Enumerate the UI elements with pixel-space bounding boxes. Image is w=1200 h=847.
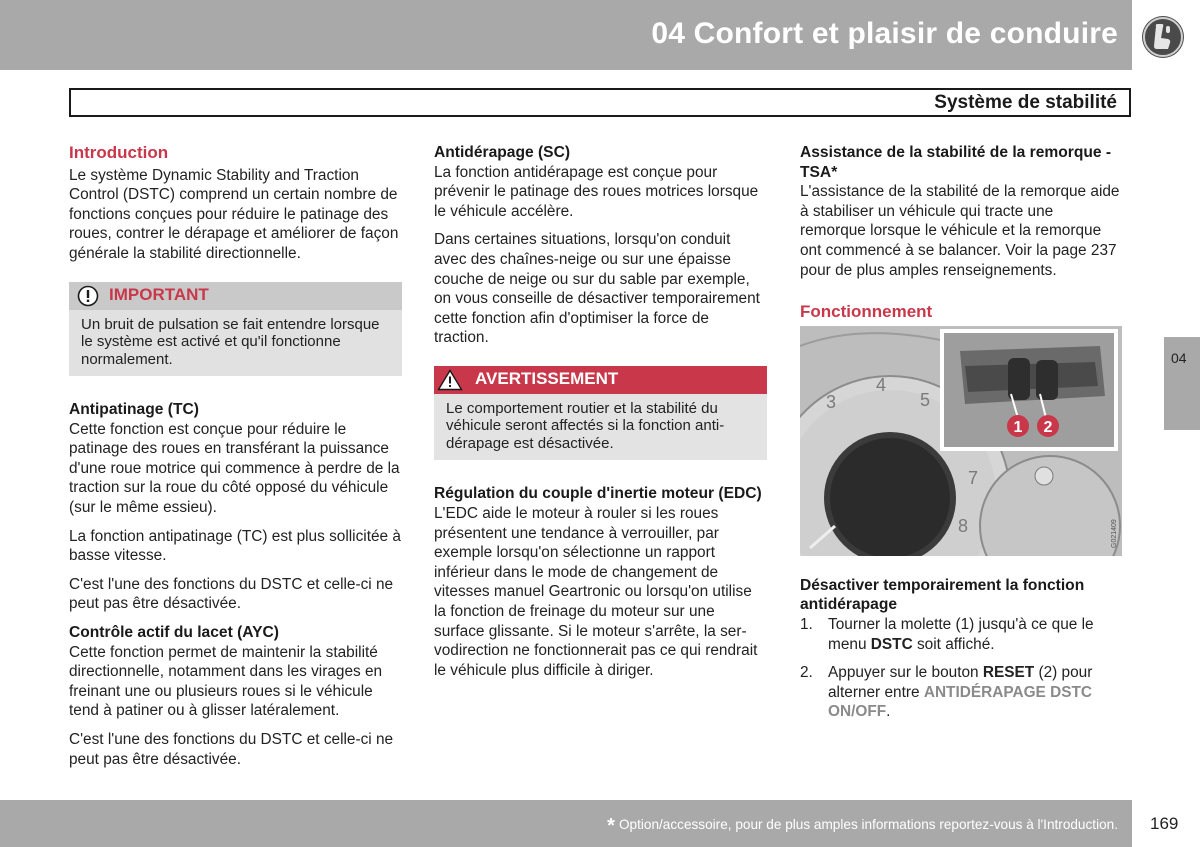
edc-heading: Régulation du couple d'inertie moteur (EDC) bbox=[434, 485, 762, 503]
important-header bbox=[69, 282, 402, 310]
steering-stalk-figure bbox=[800, 326, 1122, 556]
column-1 bbox=[69, 143, 402, 778]
important-title: IMPORTANT bbox=[109, 284, 209, 304]
step-2-menu-option: ANTIDÉRAPAGE DSTC ON/OFF bbox=[828, 683, 1092, 721]
section-title: Système de stabilité bbox=[934, 92, 1117, 113]
ayc-text-1: Cette fonction permet de maintenir la stabilité directionnelle, notamment dans les virages en freinant une ou plusieurs roues si le véhicule tend à patiner ou à glisser latéralement. bbox=[69, 643, 383, 720]
gauge-number: 5 bbox=[920, 389, 931, 410]
important-text: Un bruit de pulsation se fait entendre lorsque le système est activé et qu'il fonctionne normalement. bbox=[81, 315, 380, 368]
step-2 bbox=[800, 663, 1122, 722]
tsa-heading: Assistance de la stabilité de la remorque - TSA* bbox=[800, 144, 1112, 181]
gauge-number: 7 bbox=[968, 467, 979, 488]
step-1-number: 1. bbox=[800, 615, 813, 633]
fonctionnement-heading: Fonctionnement bbox=[800, 302, 933, 322]
column-2 bbox=[434, 143, 767, 689]
warning-box bbox=[434, 366, 767, 461]
warning-header bbox=[434, 366, 767, 394]
column-3 bbox=[800, 143, 1122, 731]
sc-heading: Antidérapage (SC) bbox=[434, 144, 571, 161]
footer-note bbox=[607, 815, 1118, 838]
step-1-text-a: Tourner la molette (1) jusqu'à ce que le menu bbox=[828, 615, 1094, 653]
footer-note-text: Option/accessoire, pour de plus amples informations reportez-vous à l'Introduction. bbox=[618, 817, 1118, 832]
exclamation-icon bbox=[77, 285, 99, 307]
gauge-number: 4 bbox=[876, 374, 887, 395]
step-2-text-e: . bbox=[886, 703, 891, 721]
step-2-text-c: (2) pour alterner entre bbox=[828, 664, 1093, 701]
chapter-title: 04 Confort et plaisir de conduire bbox=[651, 17, 1118, 50]
ayc-heading: Contrôle actif du lacet (AYC) bbox=[69, 624, 279, 641]
section-title-box bbox=[69, 88, 1131, 117]
important-box bbox=[69, 282, 402, 377]
step-2-number: 2. bbox=[800, 664, 813, 682]
callout-2-label: 2 bbox=[1043, 418, 1053, 436]
step-1-dstc: DSTC bbox=[870, 635, 913, 653]
tsa-text: L'assistance de la stabilité de la remorque aide à stabiliser un véhicule qui tracte une remorque lorsque le véhicule et la remorque ont commencé à se balancer. Voir la page 237 pour de plus amples renseignements. bbox=[800, 183, 1120, 279]
callout-1-label: 1 bbox=[1013, 418, 1023, 436]
warning-title: AVERTISSEMENT bbox=[475, 368, 619, 388]
warning-text: Le comportement routier et la stabilité du véhicule seront affectés si la fonction antidérapage est désactivée. bbox=[446, 399, 725, 452]
tc-text-1: Cette fonction est conçue pour réduire le patinage des roues en transférant la puissance d'une roue motrice qui commence à perdre de la traction sur la roue du côté opposé du véhicule (sur le même essieu). bbox=[69, 420, 400, 517]
introduction-text: Le système Dynamic Stability and Traction Control (DSTC) comprend un certain nombre de fonctions conçues pour réduire le patinage des roues, contrer le dérapage et améliorer de façon générale la stabilité directionnelle. bbox=[69, 166, 399, 262]
reset-button bbox=[1036, 360, 1058, 400]
tc-heading: Antipatinage (TC) bbox=[69, 401, 199, 419]
sc-text-2: Dans certaines situations, lorsqu'on conduit avec des chaînes-neige ou sur une épaisse couche de neige ou sur du sable par exemple, on vous conseille de désactiver temporairement cette fonction afin d'optimiser la force de traction. bbox=[434, 231, 760, 347]
footer-asterisk: * bbox=[607, 815, 615, 837]
gauge-number: 3 bbox=[826, 391, 837, 412]
ayc-text-2: C'est l'une des fonctions du DSTC et celle-ci ne peut pas être désactivée. bbox=[69, 730, 394, 768]
step-2-reset: RESET bbox=[982, 664, 1035, 682]
figure-code: G021409 bbox=[1111, 518, 1118, 548]
step-1 bbox=[800, 615, 1122, 654]
warning-triangle-icon bbox=[437, 369, 463, 391]
page-number: 169 bbox=[1150, 814, 1179, 833]
step-1-text-c: soit affiché. bbox=[912, 635, 995, 653]
tc-text-2: La fonction antipatinage (TC) est plus sollicitée à basse vitesse. bbox=[69, 527, 401, 565]
introduction-heading: Introduction bbox=[69, 143, 169, 162]
deactivate-heading: Désactiver temporairement la fonction antidérapage bbox=[800, 576, 1085, 614]
step-2-text-a: Appuyer sur le bouton bbox=[828, 664, 983, 682]
edc-text: L'EDC aide le moteur à rouler si les roues présentent une tendance à verrouiller, par exemple lorsqu'on sélectionne un rapport inférieur dans le mode de changement de vitesses manuel Geartronic ou lorsqu'on utilise la fonction de freinage du moteur sur une surface glissante. Si le moteur s'arrête, la servodirection ne fonctionnerait pas ce qui rendrait le véhicule plus difficile à diriger. bbox=[434, 505, 758, 679]
deactivate-steps bbox=[800, 615, 1122, 722]
thumbwheel bbox=[1008, 358, 1030, 400]
sc-text-1: La fonction antidérapage est conçue pour prévenir le patinage des roues motrices lorsque le véhicule accélère. bbox=[434, 163, 759, 220]
tc-text-3: C'est l'une des fonctions du DSTC et celle-ci ne peut pas être désactivée. bbox=[69, 575, 394, 613]
seat-icon bbox=[1142, 16, 1184, 58]
gauge-number: 8 bbox=[958, 515, 969, 536]
chapter-side-tab bbox=[1164, 337, 1200, 430]
side-tab-label: 04 bbox=[1171, 350, 1187, 366]
